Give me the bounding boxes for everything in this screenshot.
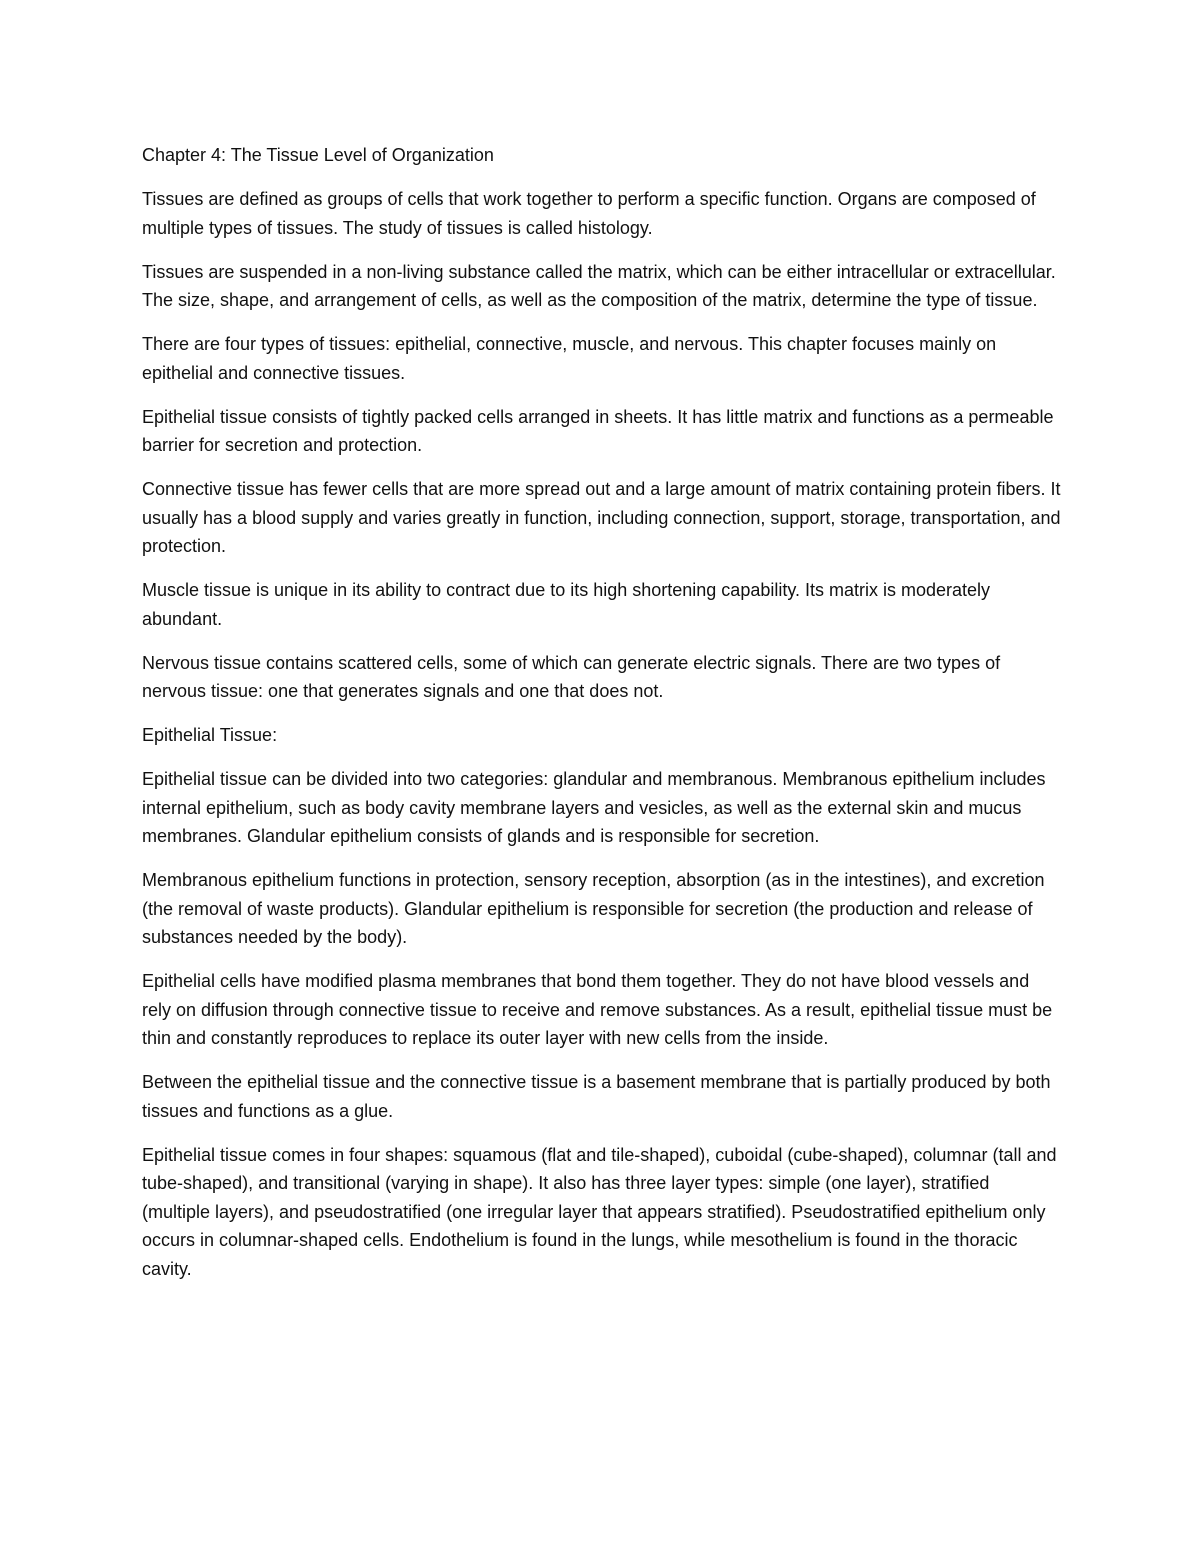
section-heading-epithelial-tissue: Epithelial Tissue:: [142, 725, 278, 745]
page-title: Chapter 4: The Tissue Level of Organization: [142, 145, 494, 165]
paragraph-membranous-functions: Membranous epithelium functions in protection, sensory reception, absorption (as in the intestines), and excretion (the removal of waste products). Glandular epithelium is responsible for secretion (the production and release of substances needed by the body).: [142, 870, 1045, 947]
paragraph-connective-overview: Connective tissue has fewer cells that are more spread out and a large amount of matrix containing protein fibers. It usually has a blood supply and varies greatly in function, including connection, support, storage, transportation, and protection.: [142, 479, 1061, 556]
paragraph-epithelial-cells: Epithelial cells have modified plasma membranes that bond them together. They do not have blood vessels and rely on diffusion through connective tissue to receive and remove substances. As a result, epithelial tissue must be thin and constantly reproduces to replace its outer layer with new cells from the inside.: [142, 971, 1053, 1048]
paragraph-epithelial-overview: Epithelial tissue consists of tightly packed cells arranged in sheets. It has little matrix and functions as a permeable barrier for secretion and protection.: [142, 406, 1054, 455]
paragraph-matrix: Tissues are suspended in a non-living substance called the matrix, which can be either intracellular or extracellular. The size, shape, and arrangement of cells, as well as the composition of the matrix, determine the type of tissue.: [142, 261, 1056, 310]
paragraph-epithelial-categories: Epithelial tissue can be divided into two categories: glandular and membranous. Membranous epithelium includes internal epithelium, such as body cavity membrane layers and vesicles, as well as the external skin and mucus membranes. Glandular epithelium consists of glands and is responsible for secretion.: [142, 769, 1046, 846]
paragraph-tissues-definition: Tissues are defined as groups of cells that work together to perform a specific function. Organs are composed of multiple types of tissues. The study of tissues is called histology.: [142, 189, 1036, 238]
paragraph-basement-membrane: Between the epithelial tissue and the connective tissue is a basement membrane that is partially produced by both tissues and functions as a glue.: [142, 1072, 1051, 1121]
paragraph-epithelial-shapes: Epithelial tissue comes in four shapes: squamous (flat and tile-shaped), cuboidal (cube-shaped), columnar (tall and tube-shaped), and transitional (varying in shape). It also has three layer types: simple (one layer), stratified (multiple layers), and pseudostratified (one irregular layer that appears stratified). Pseudostratified epithelium only occurs in columnar-shaped cells. Endothelium is found in the lungs, while mesothelium is found in the thoracic cavity.: [142, 1144, 1057, 1279]
paragraph-muscle-overview: Muscle tissue is unique in its ability to contract due to its high shortening capability. Its matrix is moderately abundant.: [142, 580, 991, 629]
paragraph-tissue-types: There are four types of tissues: epithelial, connective, muscle, and nervous. This chapter focuses mainly on epithelial and connective tissues.: [142, 334, 997, 383]
paragraph-nervous-overview: Nervous tissue contains scattered cells, some of which can generate electric signals. There are two types of nervous tissue: one that generates signals and one that does not.: [142, 652, 1001, 701]
document-body: [142, 141, 1062, 1299]
